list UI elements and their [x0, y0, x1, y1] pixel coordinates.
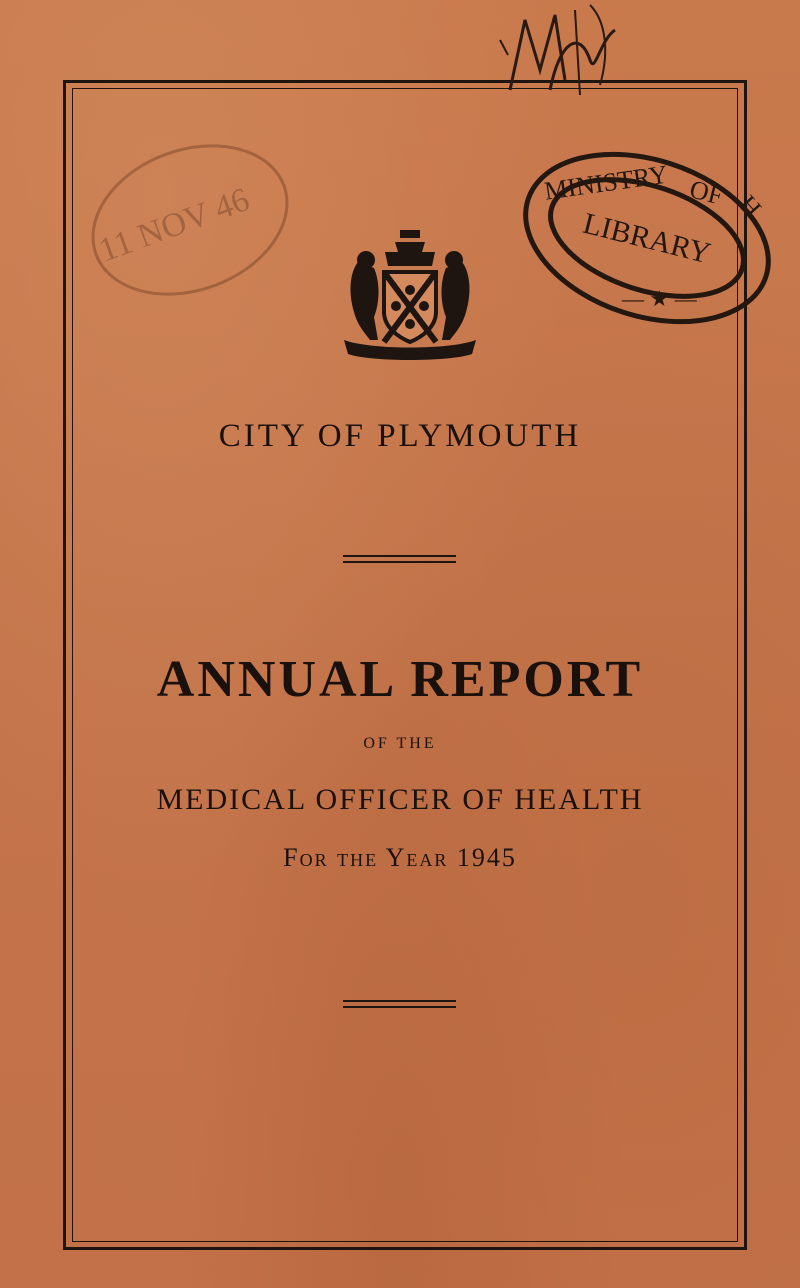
double-rule-divider [343, 555, 456, 563]
report-title: ANNUAL REPORT [156, 651, 644, 708]
svg-text:MINISTRY: MINISTRY [542, 159, 670, 206]
svg-text:— ★ —: — ★ — [622, 286, 697, 311]
double-rule-divider-bottom [343, 1000, 456, 1008]
svg-text:OF: OF [686, 174, 727, 211]
svg-text:H: H [733, 189, 768, 224]
coat-of-arms-icon [340, 222, 480, 362]
of-the-label: OF THE [363, 735, 437, 752]
svg-text:11 NOV 46: 11 NOV 46 [94, 181, 255, 270]
svg-text:LIBRARY: LIBRARY [579, 206, 714, 271]
handwritten-date-mark [80, 140, 300, 310]
library-stamp [512, 138, 782, 338]
report-year: For the Year 1945 [283, 843, 517, 872]
report-subtitle: MEDICAL OFFICER OF HEALTH [156, 783, 644, 816]
city-title: CITY OF PLYMOUTH [218, 418, 582, 454]
pencil-scribble-icon [480, 0, 640, 100]
